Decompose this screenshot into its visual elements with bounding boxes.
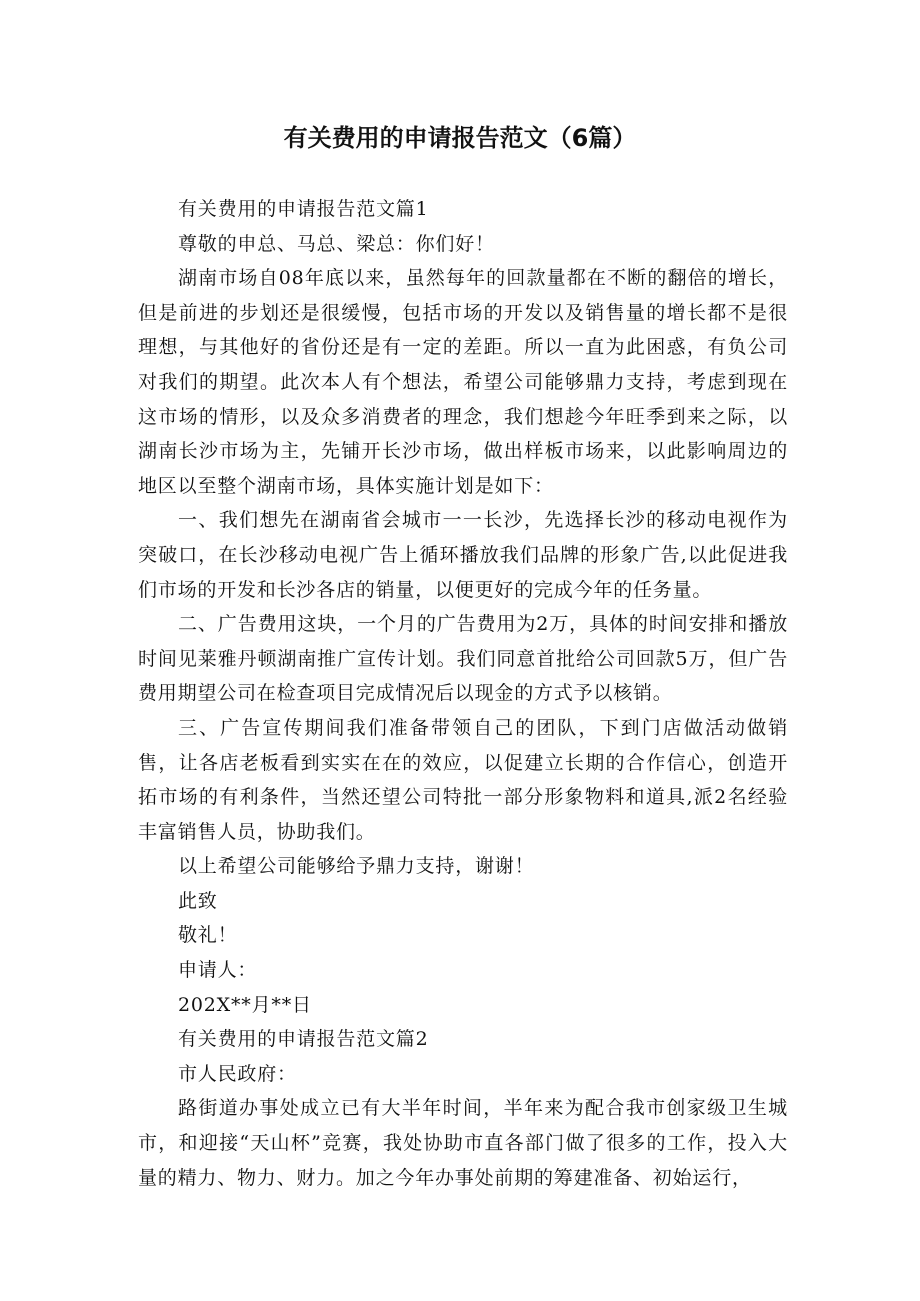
body-paragraph-2: 路街道办事处成立已有大半年时间，半年来为配合我市创家级卫生城市，和迎接“天山杯”竞赛，我处协助市直各部门做了很多的工作，投入大量的精力、物力、财力。加之今年办事处前期的筹建准备、初始运行， [138, 1097, 788, 1189]
salutation: 尊敬的申总、马总、梁总：你们好！ [178, 232, 495, 255]
closing-request: 以上希望公司能够给予鼎力支持，谢谢！ [178, 855, 535, 878]
section-heading-2: 有关费用的申请报告范文篇2 [178, 1028, 429, 1051]
plan-item-3: 三、广告宣传期间我们准备带领自己的团队，下到门店做活动做销售，让各店老板看到实实在在的效应，以促建立长期的合作信心，创造开拓市场的有利条件，当然还望公司特批一部分形象物料和道具,派2名经验丰富销售人员，协助我们。 [138, 716, 788, 843]
plan-item-2: 二、广告费用这块，一个月的广告费用为2万，具体的时间安排和播放时间见莱雅丹顿湖南推广宣传计划。我们同意首批给公司回款5万，但广告费用期望公司在检查项目完成情况后以现金的方式予以核销。 [138, 613, 788, 705]
document-body [138, 192, 788, 1195]
date-line: 202X**月**日 [178, 993, 312, 1016]
recipient-line: 市人民政府： [178, 1062, 297, 1085]
document-title: 有关费用的申请报告范文（6篇） [283, 124, 637, 152]
closing-jingli: 敬礼！ [178, 924, 238, 947]
plan-item-1: 一、我们想先在湖南省会城市一一长沙，先选择长沙的移动电视作为突破口，在长沙移动电视广告上循环播放我们品牌的形象广告,以此促进我们市场的开发和长沙各店的销量，以便更好的完成今年的任务量。 [138, 509, 788, 601]
closing-cizhi: 此致 [178, 889, 218, 912]
section-heading-1: 有关费用的申请报告范文篇1 [178, 198, 429, 220]
body-paragraph: 湖南市场自08年底以来，虽然每年的回款量都在不断的翻倍的增长，但是前进的步划还是很缓慢，包括市场的开发以及销售量的增长都不是很理想，与其他好的省份还是有一定的差距。所以一直为此困惑，有负公司对我们的期望。此次本人有个想法，希望公司能够鼎力支持，考虑到现在这市场的情形，以及众多消费者的理念，我们想趁今年旺季到来之际，以湖南长沙市场为主，先铺开长沙市场，做出样板市场来，以此影响周边的地区以至整个湖南市场，具体实施计划是如下： [138, 267, 788, 497]
applicant-label: 申请人： [178, 959, 258, 982]
